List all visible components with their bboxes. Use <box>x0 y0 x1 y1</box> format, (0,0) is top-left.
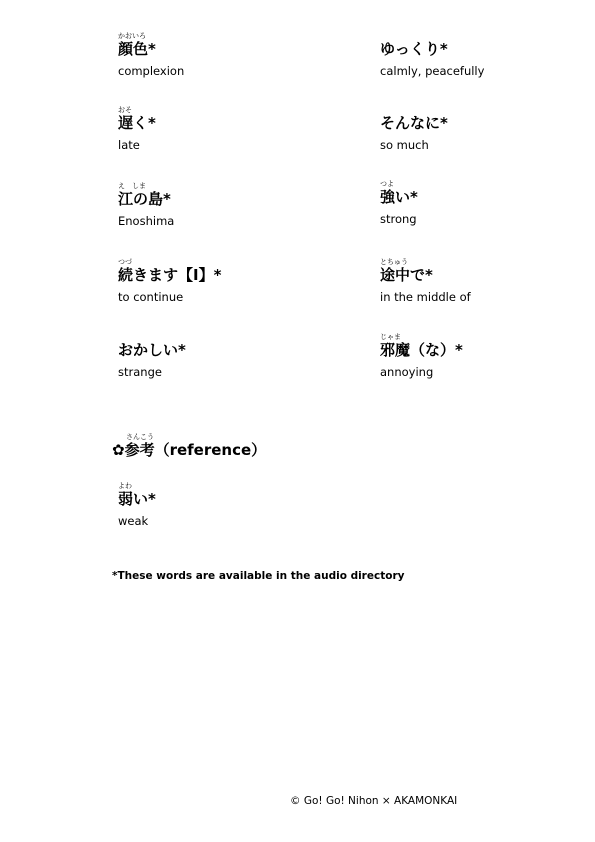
vocab-meaning: complexion <box>118 64 185 78</box>
vocab-word: 顔色* <box>118 40 156 58</box>
vocab-word: 江の島* <box>118 190 171 208</box>
vocab-meaning: late <box>118 138 140 152</box>
vocab-word: そんなに* <box>380 114 448 132</box>
vocab-meaning: strong <box>380 212 417 226</box>
furigana <box>118 333 186 341</box>
audio-note: *These words are available in the audio directory <box>112 570 405 582</box>
vocab-entry <box>118 182 174 228</box>
furigana: おそ <box>118 106 132 114</box>
vocab-word: 遅く* <box>118 114 156 132</box>
vocab-entry <box>380 258 471 304</box>
furigana: さんこう <box>126 433 154 441</box>
vocab-entry <box>118 482 156 528</box>
vocab-entry <box>118 258 221 304</box>
vocab-meaning: strange <box>118 365 162 379</box>
reference-heading <box>112 433 266 459</box>
furigana <box>380 32 484 40</box>
vocab-entry <box>118 333 186 379</box>
vocab-word: ゆっくり* <box>380 40 448 58</box>
vocab-meaning: Enoshima <box>118 214 175 228</box>
vocab-entry <box>118 106 156 152</box>
vocab-meaning: calmly, peacefully <box>380 64 485 78</box>
furigana: よわ <box>118 482 132 490</box>
vocab-word: 邪魔（な）* <box>380 341 463 359</box>
vocab-word: おかしい* <box>118 341 186 359</box>
vocab-word: 途中で* <box>380 266 433 284</box>
vocab-entry <box>380 180 418 226</box>
furigana: つよ <box>380 180 394 188</box>
vocab-word: 強い* <box>380 188 418 206</box>
furigana: かおいろ <box>118 32 146 40</box>
vocab-meaning: in the middle of <box>380 290 471 304</box>
furigana: じゃま <box>380 333 401 341</box>
vocab-entry <box>118 32 184 78</box>
vocab-meaning: annoying <box>380 365 434 379</box>
furigana: つづ <box>118 258 132 266</box>
furigana: え しま <box>118 182 146 190</box>
vocab-meaning: to continue <box>118 290 184 304</box>
vocab-meaning: so much <box>380 138 429 152</box>
furigana <box>380 106 448 114</box>
vocab-entry <box>380 333 463 379</box>
vocab-meaning: weak <box>118 514 149 528</box>
vocab-entry <box>380 32 484 78</box>
furigana: とちゅう <box>380 258 408 266</box>
vocab-word: 弱い* <box>118 490 156 508</box>
reference-title: ✿参考（reference） <box>112 441 267 459</box>
vocab-word: 続きます【Ⅰ】* <box>118 266 222 284</box>
copyright-footer: © Go! Go! Nihon × AKAMONKAI <box>290 795 458 807</box>
vocab-entry <box>380 106 448 152</box>
